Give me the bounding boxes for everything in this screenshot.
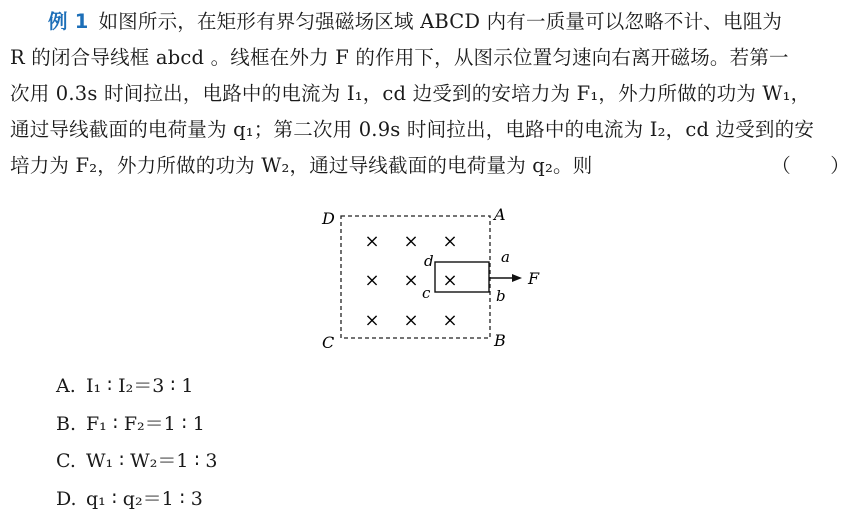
stem-line-4: 通过导线截面的电荷量为 q₁；第二次用 0.9s 时间拉出，电路中的电流为 I₂，cd 边受到的安 bbox=[10, 112, 850, 148]
answer-bracket: （ ） bbox=[771, 148, 850, 184]
loop-b-label: b bbox=[496, 287, 506, 305]
option-b[interactable] bbox=[56, 406, 218, 444]
option-c[interactable] bbox=[56, 443, 218, 481]
cross-mark: × bbox=[403, 231, 418, 252]
loop-c-label: c bbox=[422, 284, 431, 302]
stem-line-3: 次用 0.3s 时间拉出，电路中的电流为 I₁，cd 边受到的安培力为 F₁，外力所做的功为 W₁， bbox=[10, 76, 850, 112]
option-a[interactable] bbox=[56, 368, 218, 406]
cross-mark: × bbox=[403, 310, 418, 331]
cross-mark: × bbox=[364, 270, 379, 291]
stem-text-1: 如图所示，在矩形有界匀强磁场区域 ABCD 内有一质量可以忽略不计、电阻为 bbox=[98, 10, 782, 33]
option-text: q₁ ∶ q₂＝1 ∶ 3 bbox=[86, 488, 203, 510]
stem-line-5 bbox=[10, 148, 850, 184]
option-letter: A. bbox=[56, 368, 86, 406]
cross-mark: × bbox=[403, 270, 418, 291]
cross-mark: × bbox=[364, 310, 379, 331]
cross-mark: × bbox=[442, 270, 457, 291]
option-letter: D. bbox=[56, 481, 86, 518]
corner-A-label: A bbox=[492, 205, 506, 224]
answer-options bbox=[56, 368, 218, 518]
problem-stem bbox=[10, 4, 850, 184]
field-crosses bbox=[364, 231, 457, 331]
cross-mark: × bbox=[442, 231, 457, 252]
loop-a-label: a bbox=[501, 248, 510, 266]
option-text: W₁ ∶ W₂＝1 ∶ 3 bbox=[86, 450, 218, 472]
magnetic-field-figure bbox=[300, 200, 560, 350]
loop-d-label: d bbox=[424, 252, 434, 270]
cross-mark: × bbox=[364, 231, 379, 252]
option-d[interactable] bbox=[56, 481, 218, 518]
cross-mark: × bbox=[442, 310, 457, 331]
stem-line-2: R 的闭合导线框 abcd 。线框在外力 F 的作用下，从图示位置匀速向右离开磁场。若第一 bbox=[10, 40, 850, 76]
corner-C-label: C bbox=[322, 333, 334, 350]
corner-B-label: B bbox=[493, 331, 506, 350]
force-arrow-head bbox=[512, 274, 522, 282]
corner-D-label: D bbox=[321, 209, 335, 228]
option-text: I₁ ∶ I₂＝3 ∶ 1 bbox=[86, 375, 193, 397]
option-letter: C. bbox=[56, 443, 86, 481]
force-label: F bbox=[527, 269, 540, 288]
option-text: F₁ ∶ F₂＝1 ∶ 1 bbox=[86, 413, 205, 435]
example-label: 例 1 bbox=[48, 10, 88, 33]
option-letter: B. bbox=[56, 406, 86, 444]
stem-line-1 bbox=[10, 4, 850, 40]
stem-text-5: 培力为 F₂，外力所做的功为 W₂，通过导线截面的电荷量为 q₂。则 bbox=[10, 154, 592, 177]
